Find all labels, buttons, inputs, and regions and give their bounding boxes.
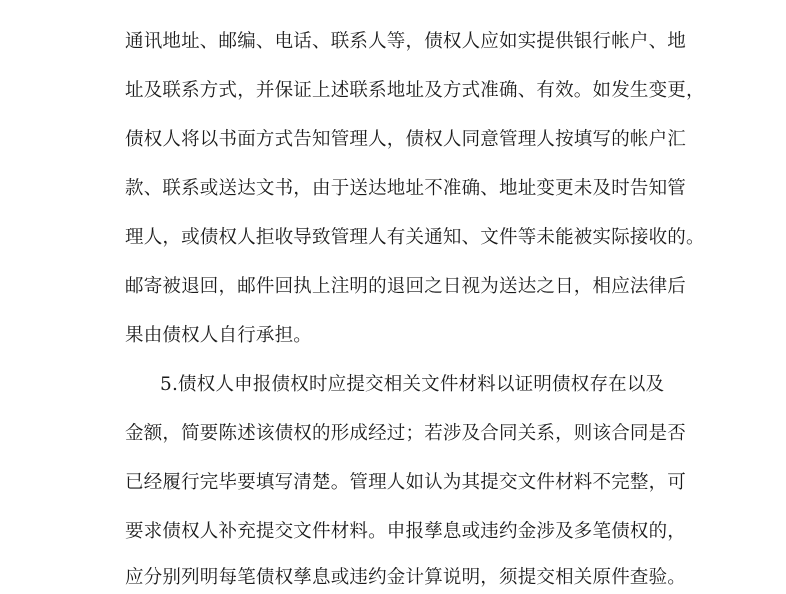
text-line: 应分别列明每笔债权孳息或违约金计算说明，须提交相关原件查验。 [125, 567, 687, 588]
paragraph-start-line: 5.债权人申报债权时应提交相关文件材料以证明债权存在以及 [160, 374, 665, 395]
text-line: 金额，简要陈述该债权的形成经过；若涉及合同关系，则该合同是否 [125, 423, 687, 444]
text-line: 址及联系方式，并保证上述联系地址及方式准确、有效。如发生变更， [125, 80, 705, 101]
text-line: 要求债权人补充提交文件材料。申报孳息或违约金涉及多笔债权的， [125, 521, 687, 542]
text-line: 已经履行完毕要填写清楚。管理人如认为其提交文件材料不完整，可 [125, 472, 687, 493]
text-line: 通讯地址、邮编、电话、联系人等，债权人应如实提供银行帐户、地 [125, 31, 687, 52]
text-line: 理人，或债权人拒收导致管理人有关通知、文件等未能被实际接收的。 [125, 227, 705, 248]
text-line: 债权人将以书面方式告知管理人，债权人同意管理人按填写的帐户汇 [125, 129, 687, 150]
text-line: 邮寄被退回，邮件回执上注明的退回之日视为送达之日，相应法律后 [125, 276, 687, 297]
text-line: 果由债权人自行承担。 [125, 325, 313, 346]
text-line: 款、联系或送达文书，由于送达地址不准确、地址变更未及时告知管 [125, 178, 687, 199]
